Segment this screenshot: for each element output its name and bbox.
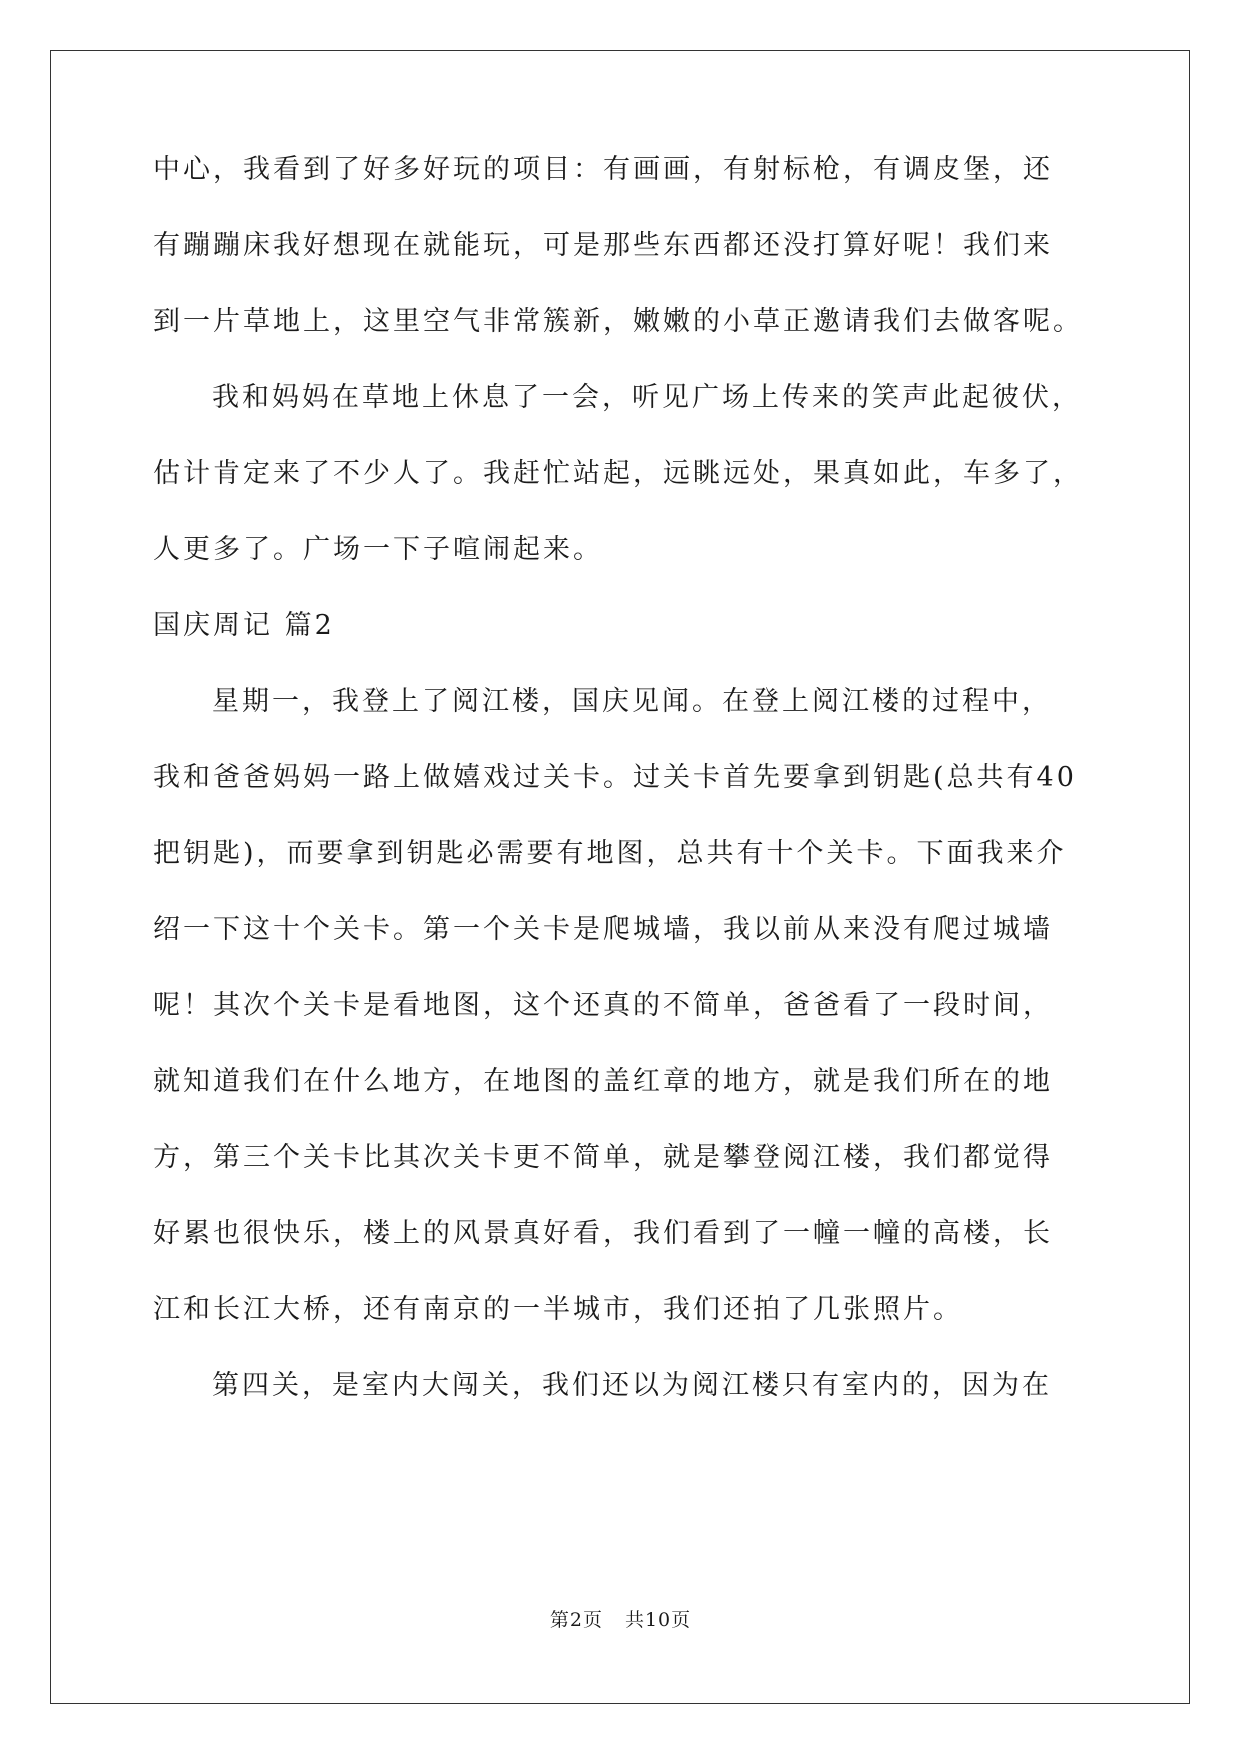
text-line: 绍一下这十个关卡。第一个关卡是爬城墙，我以前从来没有爬过城墙 [153, 914, 1053, 945]
section-heading: 国庆周记 篇2 [153, 610, 335, 641]
text-line: 到一片草地上，这里空气非常簇新，嫩嫩的小草正邀请我们去做客呢。 [153, 306, 1083, 337]
text-line: 星期一，我登上了阅江楼，国庆见闻。在登上阅江楼的过程中， [212, 686, 1052, 717]
text-line: 把钥匙)，而要拿到钥匙必需要有地图，总共有十个关卡。下面我来介 [153, 838, 1067, 869]
page-total: 共10页 [624, 1609, 692, 1631]
text-line: 方，第三个关卡比其次关卡更不简单，就是攀登阅江楼，我们都觉得 [153, 1142, 1053, 1173]
text-line: 好累也很快乐，楼上的风景真好看，我们看到了一幢一幢的高楼，长 [153, 1218, 1053, 1249]
text-line: 第四关，是室内大闯关，我们还以为阅江楼只有室内的，因为在 [212, 1370, 1052, 1401]
text-line: 呢！其次个关卡是看地图，这个还真的不简单，爸爸看了一段时间， [153, 990, 1053, 1021]
text-line: 有蹦蹦床我好想现在就能玩，可是那些东西都还没打算好呢！我们来 [153, 230, 1053, 261]
text-line: 人更多了。广场一下子喧闹起来。 [153, 534, 603, 565]
text-line: 江和长江大桥，还有南京的一半城市，我们还拍了几张照片。 [153, 1294, 963, 1325]
page-footer [0, 1608, 1241, 1632]
text-line: 我和妈妈在草地上休息了一会，听见广场上传来的笑声此起彼伏， [212, 382, 1082, 413]
page-number: 第2页 [549, 1609, 603, 1631]
text-line: 估计肯定来了不少人了。我赶忙站起，远眺远处，果真如此，车多了， [153, 458, 1083, 489]
text-line: 我和爸爸妈妈一路上做嬉戏过关卡。过关卡首先要拿到钥匙(总共有40 [153, 762, 1077, 793]
page-border [50, 50, 1190, 1704]
text-line: 就知道我们在什么地方，在地图的盖红章的地方，就是我们所在的地 [153, 1066, 1053, 1097]
text-line: 中心，我看到了好多好玩的项目：有画画，有射标枪，有调皮堡，还 [153, 154, 1053, 185]
